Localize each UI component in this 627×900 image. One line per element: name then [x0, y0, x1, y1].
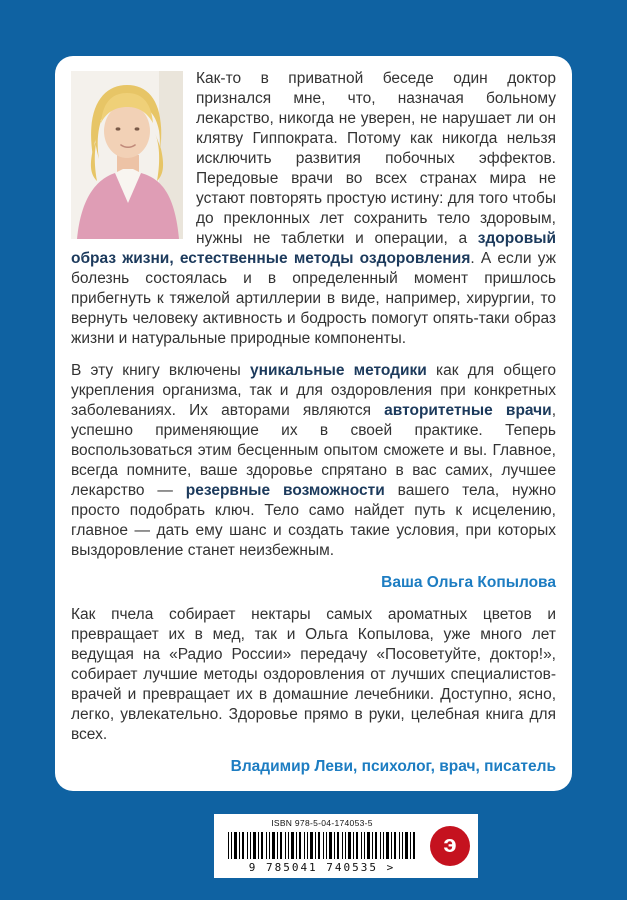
eksmo-publisher-logo-icon: [430, 826, 470, 866]
text-segment: вашего тела, нужно просто подобрать ключ. Тело само найдет путь к исцелению, главное — дать ему шанс и создать такие условия, при которых выздоровление станет неизбежным.: [71, 482, 557, 559]
text-segment: . А если уж болезнь состоялась и в определенный момент пришлось прибегнуть к тяжелой артиллерии в виде, например, хирургии, то вернуть человеку активность и бодрость помогут опять-таки образ жизни и натуральные природные компоненты.: [71, 250, 556, 347]
publisher-letter: э: [443, 831, 457, 858]
text-segment: В эту книгу включены: [71, 362, 250, 379]
text-segment: Как пчела собирает нектары самых ароматных цветов и превращает их в мед, так и Ольга Копылова, уже много лет ведущая на «Радио России» передачу «Посоветуйте, доктор!», собирает лучшие методы оздоровления от лучших специалистов-врачей и превращает их в домашние лечебники. Доступно, ясно, легко, увлекательно. Здоровье прямо в руки, целебная книга для всех.: [71, 606, 556, 743]
text-segment-highlight: резервные возможности: [185, 482, 385, 499]
text-segment: , успешно применяющие их в своей практике. Теперь воспользоваться этим бесценным опытом сможете и вы. Главное, всегда помните, ваше здоровье спрятано в вас самих, лучшее лекарство —: [71, 402, 556, 499]
text-segment-highlight: уникальные методики: [249, 362, 427, 379]
barcode-box: [214, 814, 478, 878]
back-cover-panel: [55, 56, 572, 791]
signature-vladimir-levi: Владимир Леви, психолог, врач, писатель: [230, 758, 556, 775]
paragraph-about-book: [71, 361, 556, 561]
text-segment: Как-то в приватной беседе один доктор признался мне, что, назначая больному лекарство, никогда не уверен, не нарушает ли он клятву Гиппократа. Потому как никогда нельзя исключить развития побочных эффектов. Передовые врачи во всех странах мира не устают повторять простую истину: для того чтобы до преклонных лет сохранить тело здоровым, нужны не таблетки и операции, а: [196, 70, 556, 247]
barcode-icon: [228, 832, 416, 859]
author-photo: [71, 71, 183, 239]
barcode-column: [224, 818, 420, 874]
text-segment-highlight: здоровый образ жизни, естественные методы оздоровления: [71, 230, 556, 267]
text-segment-highlight: авторитетные врачи: [384, 402, 552, 419]
barcode-digits: 9 785041 740535 >: [248, 861, 396, 874]
text-segment: как для общего укрепления организма, так и для оздоровления при конкретных заболеваниях. Их авторами являются: [71, 362, 556, 419]
author-portrait-illustration: [71, 71, 183, 239]
isbn-text: ISBN 978-5-04-174053-5: [271, 818, 373, 828]
paragraph-levi-quote: [71, 605, 556, 745]
signature-olga-kopylova: Ваша Ольга Копылова: [381, 574, 556, 591]
